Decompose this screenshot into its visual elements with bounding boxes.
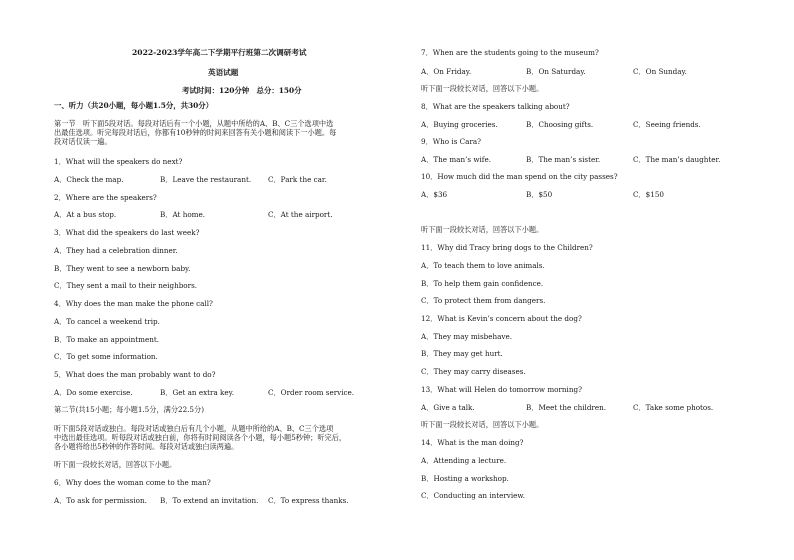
option-b: B．Choosing gifts. xyxy=(526,120,594,129)
section2-heading: 第二节(共15小题；每小题1.5分，满分22.5分) xyxy=(54,405,205,414)
option-b: B．On Saturday. xyxy=(526,67,586,76)
option-a: A．The man’s wife. xyxy=(421,155,491,164)
question-stem: 11．Why did Tracy bring dogs to the Children? xyxy=(421,243,593,252)
listening-prompt: 听下面一段较长对话，回答以下小题。 xyxy=(421,84,544,93)
question-stem: 7．When are the students going to the museum? xyxy=(421,48,599,57)
listening-prompt: 听下面一段较长对话，回答以下小题。 xyxy=(421,225,544,234)
question-stem: 4．Why does the man make the phone call? xyxy=(54,299,213,308)
option-b: B．At home. xyxy=(160,210,206,219)
option-a: A．On Friday. xyxy=(421,67,472,76)
exam-info: 考试时间：120分钟 总分：150分 xyxy=(182,86,302,95)
exam-title: 2022-2023学年高二下学期平行班第二次调研考试 xyxy=(132,48,307,57)
section1-intro-line: 第一节 听下面5段对话。每段对话后有一个小题，从题中所给的A、B、C三个选项中选 xyxy=(54,119,334,128)
option-c: C．To get some information. xyxy=(54,352,158,361)
option-a: A．To cancel a weekend trip. xyxy=(54,317,160,326)
option-b: B．The man’s sister. xyxy=(526,155,601,164)
option-a: A．Give a talk. xyxy=(421,403,475,412)
section1-intro-line: 出最佳选项。听完每段对话后，你都有10秒钟的时间来回答有关小题和阅读下一小题。每 xyxy=(54,128,337,137)
option-c: C．Park the car. xyxy=(268,175,327,184)
option-a: A．To teach them to love animals. xyxy=(421,261,545,270)
exam-subject: 英语试题 xyxy=(208,68,239,77)
option-b: B．To extend an invitation. xyxy=(160,496,259,505)
question-stem: 10．How much did the man spend on the city passes? xyxy=(421,172,618,181)
option-c: C．At the airport. xyxy=(268,210,333,219)
option-b: B．They went to see a newborn baby. xyxy=(54,264,191,273)
option-a: A．At a bus stop. xyxy=(54,210,117,219)
option-a: A．Check the map. xyxy=(54,175,124,184)
option-b: B．Hosting a workshop. xyxy=(421,474,509,483)
section1-intro-line: 段对话仅读一遍。 xyxy=(54,137,112,146)
option-c: C．The man’s daughter. xyxy=(633,155,721,164)
option-c: C．Conducting an interview. xyxy=(421,491,525,500)
option-b: B．$50 xyxy=(526,190,553,199)
option-c: C．They may carry diseases. xyxy=(421,367,526,376)
question-stem: 9．Who is Cara? xyxy=(421,137,482,146)
listening-prompt: 听下面一段较长对话，回答以下小题。 xyxy=(54,460,177,469)
option-a: A．$36 xyxy=(421,190,448,199)
option-b: B．Meet the children. xyxy=(526,403,607,412)
option-a: A．Buying groceries. xyxy=(421,120,498,129)
option-a: A．Do some exercise. xyxy=(54,388,133,397)
listening-prompt: 听下面一段较长对话，回答以下小题。 xyxy=(421,420,544,429)
question-stem: 2．Where are the speakers? xyxy=(54,193,157,202)
section2-intro-line: 听下面5段对话或独白。每段对话或独白后有几个小题，从题中所给的A、B、C三个选项 xyxy=(54,424,334,433)
option-c: C．To express thanks. xyxy=(268,496,349,505)
option-c: C．Take some photos. xyxy=(633,403,714,412)
option-a: A．Attending a lecture. xyxy=(421,456,507,465)
option-c: C．To protect them from dangers. xyxy=(421,296,546,305)
section2-intro-line: 中选出最佳选项。听每段对话或独白前，你将有时间阅读各个小题，每小题5秒钟；听完后， xyxy=(54,433,347,442)
option-b: B．They may get hurt. xyxy=(421,349,503,358)
option-c: C．Order room service. xyxy=(268,388,355,397)
option-c: C．$150 xyxy=(633,190,664,199)
question-stem: 1．What will the speakers do next? xyxy=(54,157,183,166)
question-stem: 12．What is Kevin’s concern about the dog? xyxy=(421,314,582,323)
option-a: A．They had a celebration dinner. xyxy=(54,246,178,255)
question-stem: 8．What are the speakers talking about? xyxy=(421,102,570,111)
question-stem: 14．What is the man doing? xyxy=(421,438,524,447)
question-stem: 6．Why does the woman come to the man? xyxy=(54,478,211,487)
option-b: B．Get an extra key. xyxy=(160,388,235,397)
question-stem: 5．What does the man probably want to do? xyxy=(54,370,216,379)
option-c: C．Seeing friends. xyxy=(633,120,701,129)
option-b: B．To make an appointment. xyxy=(54,335,160,344)
option-b: B．To help them gain confidence. xyxy=(421,279,544,288)
option-b: B．Leave the restaurant. xyxy=(160,175,252,184)
option-c: C．On Sunday. xyxy=(633,67,687,76)
part1-heading: 一、听力（共20小题，每小题1.5分，共30分） xyxy=(54,101,214,110)
option-a: A．They may misbehave. xyxy=(421,332,513,341)
question-stem: 13．What will Helen do tomorrow morning? xyxy=(421,385,582,394)
question-stem: 3．What did the speakers do last week? xyxy=(54,228,200,237)
option-c: C．They sent a mail to their neighbors. xyxy=(54,281,198,290)
option-a: A．To ask for permission. xyxy=(54,496,147,505)
section2-intro-line: 各小题将给出5秒钟的作答时间。每段对话或独白读两遍。 xyxy=(54,442,239,451)
